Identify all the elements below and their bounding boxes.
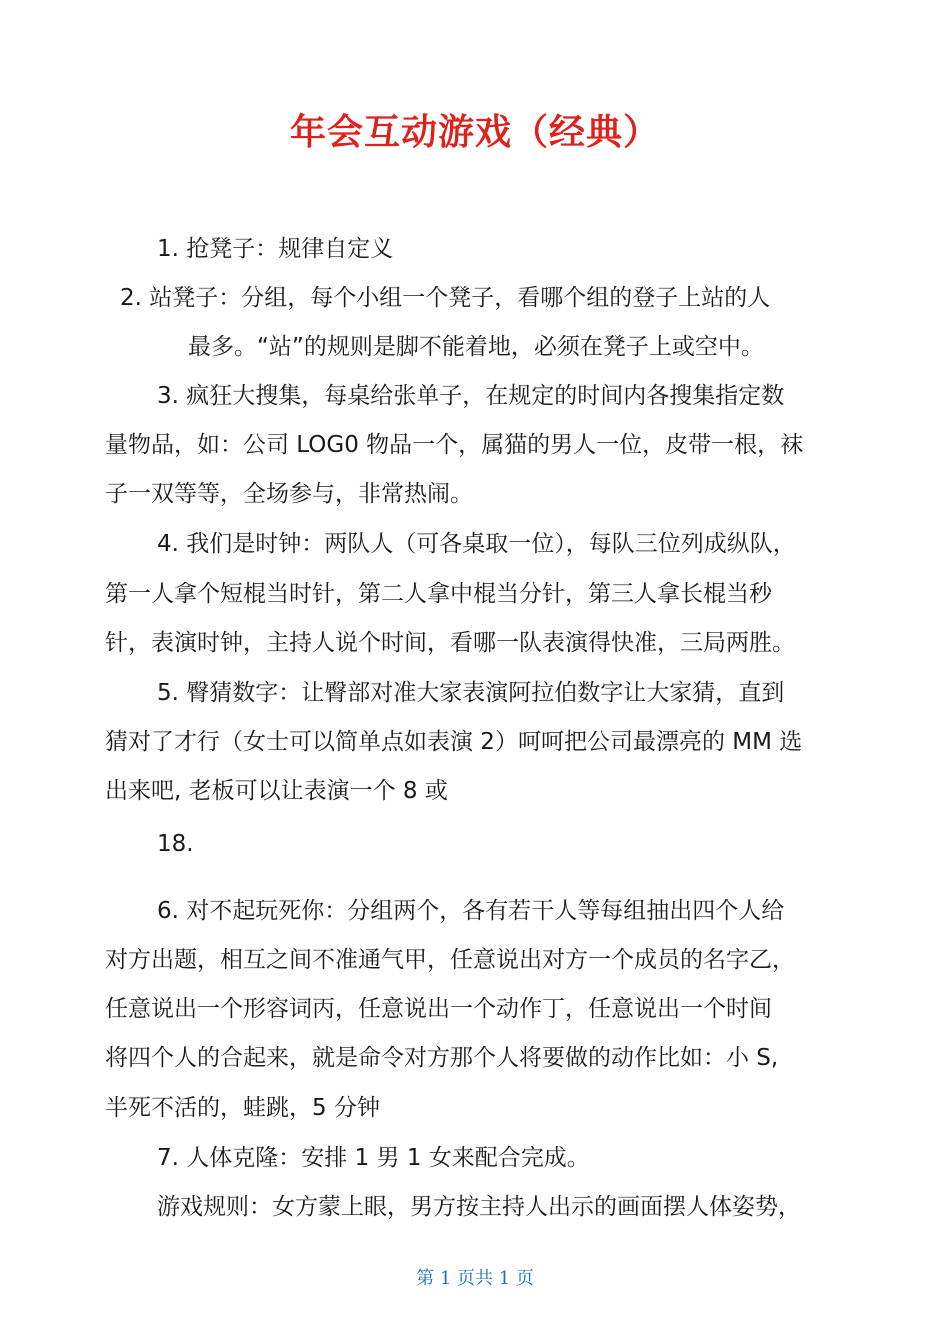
paragraph-line: 任意说出一个形容词丙，任意说出一个动作丁，任意说出一个时间 bbox=[105, 996, 772, 1022]
paragraph-line: 猜对了才行（女士可以简单点如表演 2）呵呵把公司最漂亮的 MM 选 bbox=[105, 729, 803, 755]
paragraph-line: 18. bbox=[157, 831, 194, 857]
paragraph-line: 1. 抢凳子：规律自定义 bbox=[157, 236, 394, 262]
paragraph-line: 出来吧, 老板可以让表演一个 8 或 bbox=[105, 778, 448, 804]
document-title: 年会互动游戏（经典） bbox=[289, 112, 660, 153]
paragraph-line: 游戏规则：女方蒙上眼，男方按主持人出示的画面摆人体姿势， bbox=[157, 1194, 801, 1220]
paragraph-line: 将四个人的合起来，就是命令对方那个人将要做的动作比如：小 S, bbox=[105, 1045, 779, 1071]
page-number: 第 1 页共 1 页 bbox=[416, 1268, 534, 1289]
paragraph-line: 子一双等等，全场参与，非常热闹。 bbox=[105, 481, 473, 507]
paragraph-line: 第一人拿个短棍当时针，第二人拿中棍当分针，第三人拿长棍当秒 bbox=[105, 581, 772, 607]
paragraph-line: 7. 人体克隆：安排 1 男 1 女来配合完成。 bbox=[157, 1145, 590, 1171]
paragraph-line: 对方出题，相互之间不准通气甲，任意说出对方一个成员的名字乙， bbox=[105, 947, 795, 973]
paragraph-line: 最多。“站”的规则是脚不能着地，必须在凳子上或空中。 bbox=[188, 334, 764, 360]
paragraph-line: 3. 疯狂大搜集，每桌给张单子，在规定的时间内各搜集指定数 bbox=[157, 383, 785, 409]
paragraph-line: 半死不活的，蛙跳，5 分钟 bbox=[105, 1095, 380, 1121]
paragraph-line: 5. 臀猜数字：让臀部对准大家表演阿拉伯数字让大家猜，直到 bbox=[157, 680, 785, 706]
paragraph-line: 2. 站凳子：分组，每个小组一个凳子，看哪个组的登子上站的人 bbox=[120, 285, 771, 311]
paragraph-line: 4. 我们是时钟：两队人（可各桌取一位），每队三位列成纵队， bbox=[157, 531, 796, 557]
paragraph-line: 6. 对不起玩死你：分组两个，各有若干人等每组抽出四个人给 bbox=[157, 898, 785, 924]
paragraph-line: 针，表演时钟，主持人说个时间，看哪一队表演得快准，三局两胜。 bbox=[105, 630, 795, 656]
paragraph-line: 量物品，如：公司 LOG0 物品一个，属猫的男人一位，皮带一根，袜 bbox=[105, 432, 804, 458]
